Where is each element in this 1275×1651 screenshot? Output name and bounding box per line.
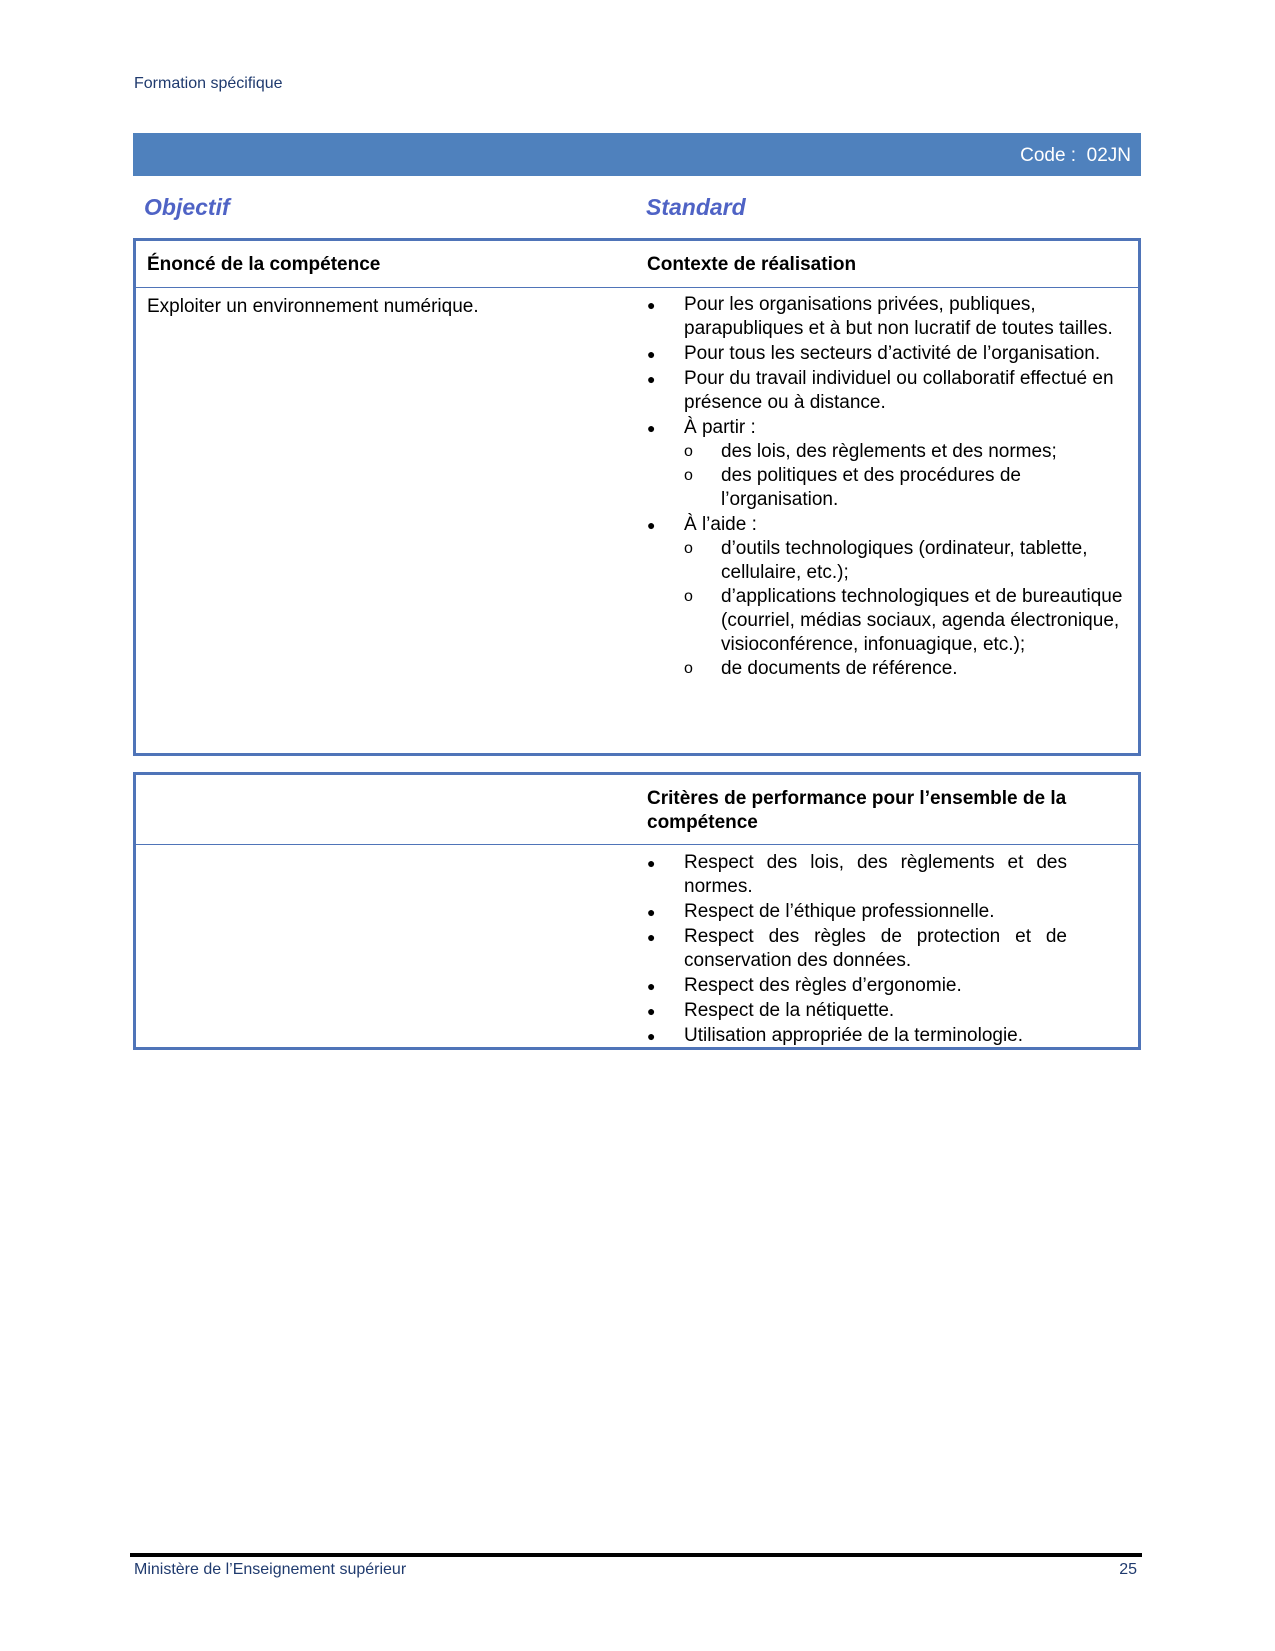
criteria-list	[647, 851, 1067, 1049]
running-header: Formation spécifique	[134, 75, 283, 92]
contexte-list	[647, 293, 1127, 682]
bullet-icon: ●	[647, 517, 656, 533]
criteria-item	[647, 974, 1067, 998]
list-item-text: À l’aide :	[684, 514, 757, 535]
sub-list	[684, 440, 1127, 512]
bullet-icon: ●	[647, 904, 656, 920]
circle-bullet-icon: o	[684, 588, 693, 605]
sub-list-item-text: des lois, des règlements et des normes;	[721, 441, 1057, 462]
criteria-item	[647, 900, 1067, 924]
bullet-icon: ●	[647, 297, 656, 313]
sub-list-item	[684, 440, 1127, 464]
criteria-item	[647, 851, 1067, 899]
bullet-icon: ●	[647, 978, 656, 994]
criteria-header: Critères de performance pour l’ensemble de la compétence	[647, 788, 1067, 833]
code-value: 02JN	[1086, 145, 1131, 166]
criteria-item-text: Respect de l’éthique professionnelle.	[684, 901, 995, 922]
bullet-icon: ●	[647, 855, 656, 871]
page-number: 25	[1119, 1561, 1137, 1578]
bullet-icon: ●	[647, 346, 656, 362]
code-label-text: Code :	[1020, 145, 1077, 166]
circle-bullet-icon: o	[684, 660, 693, 677]
criteria-item-text: Utilisation appropriée de la terminologie.	[684, 1025, 1024, 1046]
code-bar	[133, 133, 1141, 176]
criteria-item-text: Respect des règles d’ergonomie.	[684, 975, 962, 996]
sub-list-item	[684, 657, 1127, 681]
criteria-item	[647, 925, 1067, 973]
section-title-objectif: Objectif	[144, 194, 230, 220]
criteria-item-text: Respect de la nétiquette.	[684, 1000, 895, 1021]
list-item	[647, 513, 1127, 681]
criteria-item-text: Respect des règles de protection et de conservation des données.	[684, 926, 1067, 971]
circle-bullet-icon: o	[684, 443, 693, 460]
circle-bullet-icon: o	[684, 540, 693, 557]
sub-list-item-text: d’applications technologiques et de bureautique (courriel, médias sociaux, agenda électronique, visioconférence, infonuagique, etc.);	[721, 586, 1123, 655]
list-item-text: Pour du travail individuel ou collaboratif effectué en présence ou à distance.	[684, 368, 1114, 413]
sub-list	[684, 537, 1127, 681]
criteria-item	[647, 1024, 1067, 1048]
criteria-item	[647, 999, 1067, 1023]
footer-rule	[130, 1553, 1142, 1557]
bullet-icon: ●	[647, 929, 656, 945]
criteria-table	[133, 772, 1141, 1050]
bullet-icon: ●	[647, 371, 656, 387]
code-label	[1020, 145, 1131, 167]
bullet-icon: ●	[647, 1028, 656, 1044]
list-item	[647, 416, 1127, 512]
sub-list-item	[684, 585, 1127, 657]
bullet-icon: ●	[647, 1003, 656, 1019]
competence-table-header	[136, 241, 1138, 288]
footer-ministry: Ministère de l’Enseignement supérieur	[134, 1561, 407, 1578]
list-item	[647, 367, 1127, 415]
enonce-header: Énoncé de la compétence	[147, 254, 381, 275]
section-title-standard: Standard	[646, 194, 746, 220]
sub-list-item-text: des politiques et des procédures de l’organisation.	[721, 465, 1021, 510]
competence-table	[133, 238, 1141, 756]
list-item-text: À partir :	[684, 417, 756, 438]
contexte-header: Contexte de réalisation	[647, 254, 857, 275]
enonce-text: Exploiter un environnement numérique.	[147, 296, 479, 317]
bullet-icon: ●	[647, 420, 656, 436]
sub-list-item	[684, 537, 1127, 585]
sub-list-item	[684, 464, 1127, 512]
circle-bullet-icon: o	[684, 467, 693, 484]
list-item-text: Pour les organisations privées, publiques, parapubliques et à but non lucratif de toutes tailles.	[684, 294, 1113, 339]
criteria-table-header	[136, 775, 1138, 845]
list-item-text: Pour tous les secteurs d’activité de l’organisation.	[684, 343, 1101, 364]
sub-list-item-text: de documents de référence.	[721, 658, 958, 679]
list-item	[647, 342, 1127, 366]
sub-list-item-text: d’outils technologiques (ordinateur, tablette, cellulaire, etc.);	[721, 538, 1088, 583]
criteria-item-text: Respect des lois, des règlements et des normes.	[684, 852, 1067, 897]
list-item	[647, 293, 1127, 341]
